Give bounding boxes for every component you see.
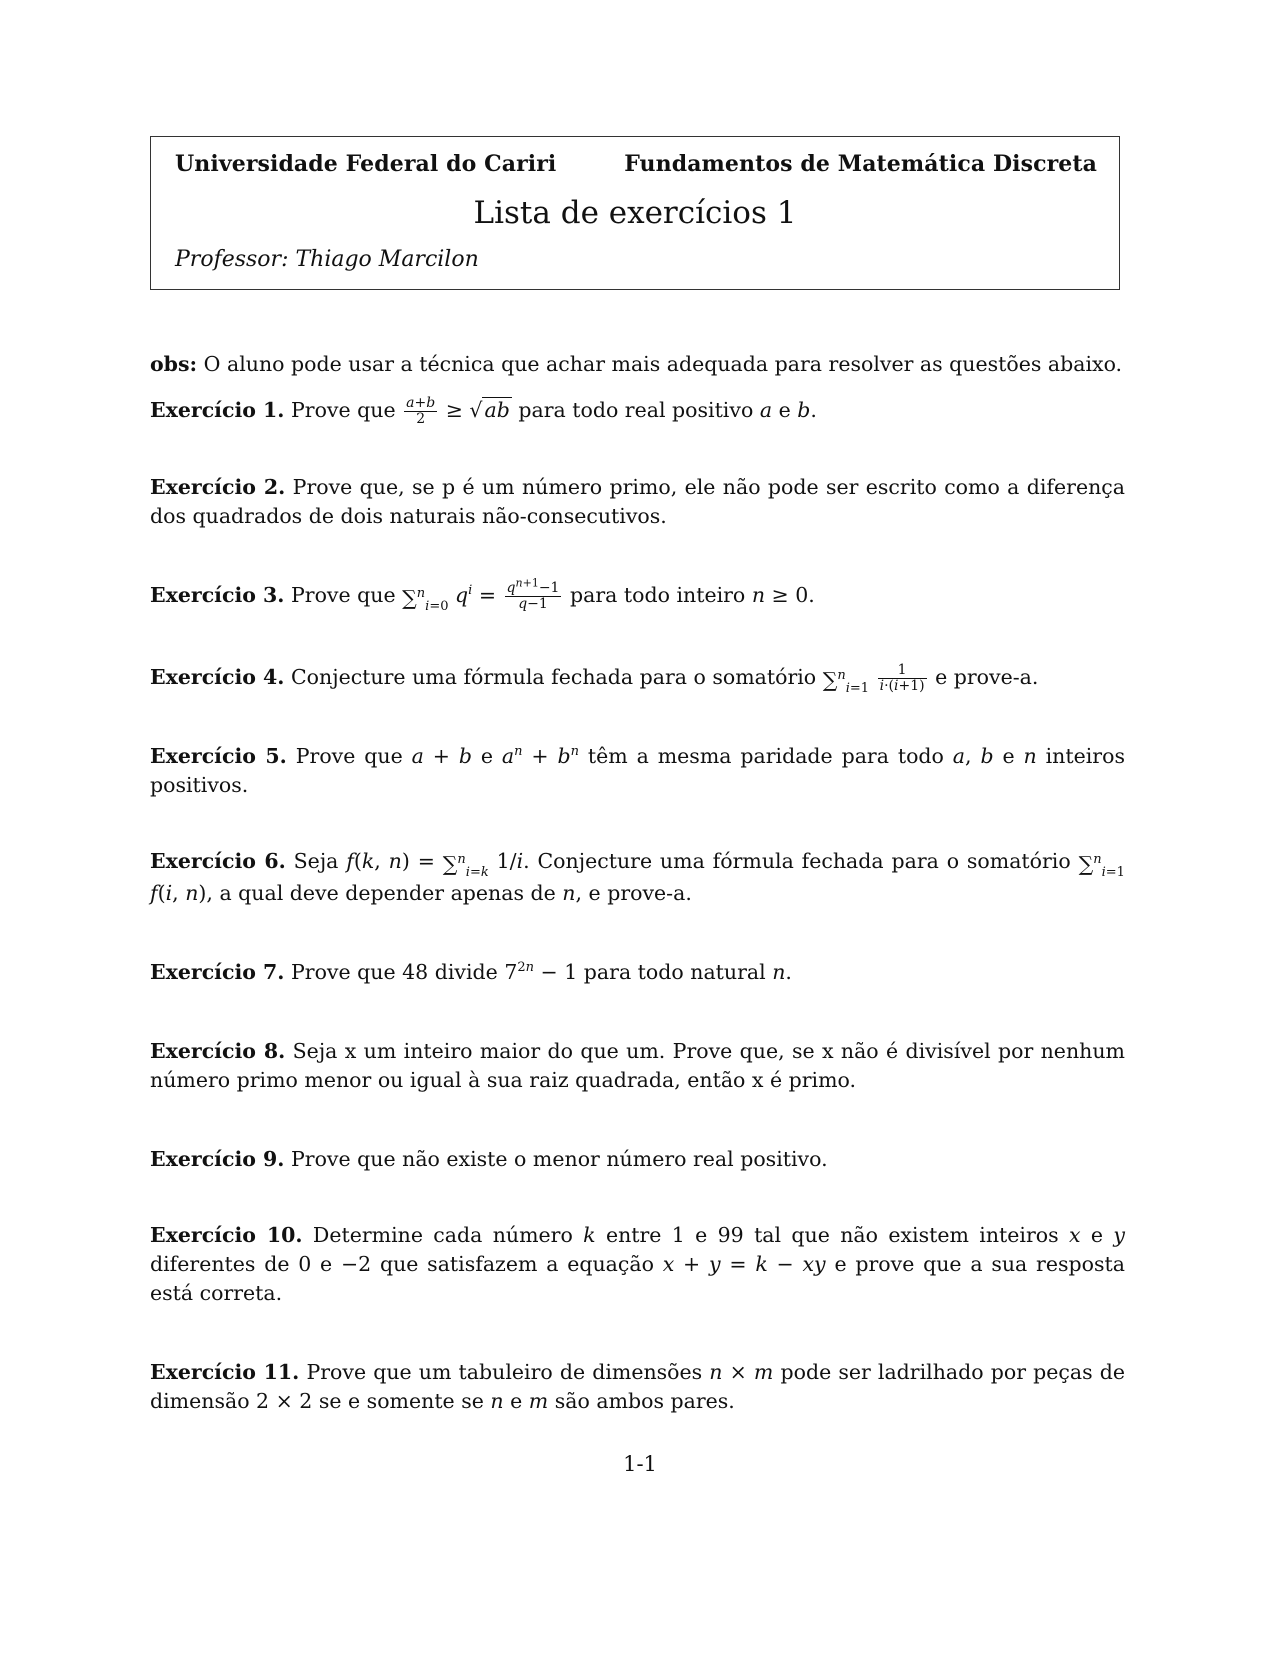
obs-paragraph (150, 350, 1125, 379)
exercise-3: Exercício 3. Prove que ∑$^n_{i=0}$ $q^i$ = $\frac{q^{n+1}-1}{q-1}$ para todo inteiro n ≥ 0. (150, 576, 815, 615)
exercise-10-label: Exercício 10. (150, 1223, 303, 1247)
fraction-a-plus-b-over-2: $\frac{a+b}{2}$ (406, 395, 436, 427)
header-top-row (175, 151, 1097, 177)
header-box (150, 136, 1120, 290)
exercise-9-label: Exercício 9. (150, 1147, 285, 1171)
exercise-4-label: Exercício 4. (150, 665, 285, 689)
professor-name: Professor: Thiago Marcilon (175, 247, 479, 272)
exercise-5-label: Exercício 5. (150, 744, 287, 768)
exercise-7: Exercício 7. Prove que 48 divide $7^{2n} - 1$ para todo natural n. (150, 960, 792, 984)
obs-label: obs: (150, 352, 198, 376)
university-name: Universidade Federal do Cariri (175, 151, 557, 177)
exercise-9: Exercício 9. Prove que não existe o menor número real positivo. (150, 1147, 828, 1171)
sqrt-ab: ab (484, 398, 510, 422)
exercise-10: Exercício 10. Determine cada número k entre 1 e 99 tal que não existem inteiros x e y diferentes de 0 e −2 que satisfazem a equação x + y = k − xy e prove que a sua resposta está correta. (150, 1223, 1125, 1305)
exercise-6-label: Exercício 6. (150, 849, 286, 873)
course-name: Fundamentos de Matemática Discreta (624, 151, 1097, 177)
fraction-telescoping: $\frac{1}{i\cdot(i+1)}$ (879, 662, 925, 694)
exercise-11: Exercício 11. Prove que um tabuleiro de dimensões n × m pode ser ladrilhado por peças de dimensão 2 × 2 se e somente se n e m são ambos pares. (150, 1360, 1125, 1413)
sum-symbol: ∑$^n_{i=1}$ (822, 668, 870, 697)
sum-symbol: ∑$^n_{i=1}$ (1078, 852, 1125, 881)
obs-text: O aluno pode usar a técnica que achar mais adequada para resolver as questões abaixo. (203, 352, 1123, 376)
exercise-1: Exercício 1. Prove que $\frac{a+b}{2}$ ≥ √ab para todo real positivo a e b. (150, 395, 817, 427)
fraction-geometric-sum: $\frac{q^{n+1}-1}{q-1}$ (506, 576, 560, 612)
exercise-4: Exercício 4. Conjecture uma fórmula fechada para o somatório ∑$^n_{i=1}$ $\frac{1}{i\cdot(i+1)}$ e prove-a. (150, 662, 1039, 697)
exercise-7-label: Exercício 7. (150, 960, 285, 984)
exercise-content (150, 350, 1125, 1416)
sum-symbol: ∑$^n_{i=0}$ (402, 586, 449, 615)
exercise-8: Exercício 8. Seja x um inteiro maior do que um. Prove que, se x não é divisível por nenhum número primo menor ou igual à sua raiz quadrada, então x é primo. (150, 1039, 1125, 1092)
page-number: 1-1 (623, 1452, 657, 1476)
exercise-8-label: Exercício 8. (150, 1039, 286, 1063)
list-title: Lista de exercícios 1 (473, 195, 797, 231)
exercise-1-label: Exercício 1. (150, 398, 285, 422)
exercise-11-label: Exercício 11. (150, 1360, 300, 1384)
exercise-5: Exercício 5. Prove que a + b e $a^n + b^n$ têm a mesma paridade para todo a, b e n inteiros positivos. (150, 744, 1125, 797)
sum-symbol: ∑$^n_{i=k}$ (442, 852, 489, 881)
exercise-2-label: Exercício 2. (150, 475, 286, 499)
exercise-2: Exercício 2. Prove que, se p é um número primo, ele não pode ser escrito como a diferença dos quadrados de dois naturais não-consecutivos. (150, 475, 1125, 528)
exercise-3-label: Exercício 3. (150, 583, 285, 607)
exercise-6: Exercício 6. Seja f(k, n) = ∑$^n_{i=k}$ 1/i. Conjecture uma fórmula fechada para o somatório ∑$^n_{i=1}$ f(i, n), a qual deve depender apenas de n, e prove-a. (150, 849, 1125, 905)
